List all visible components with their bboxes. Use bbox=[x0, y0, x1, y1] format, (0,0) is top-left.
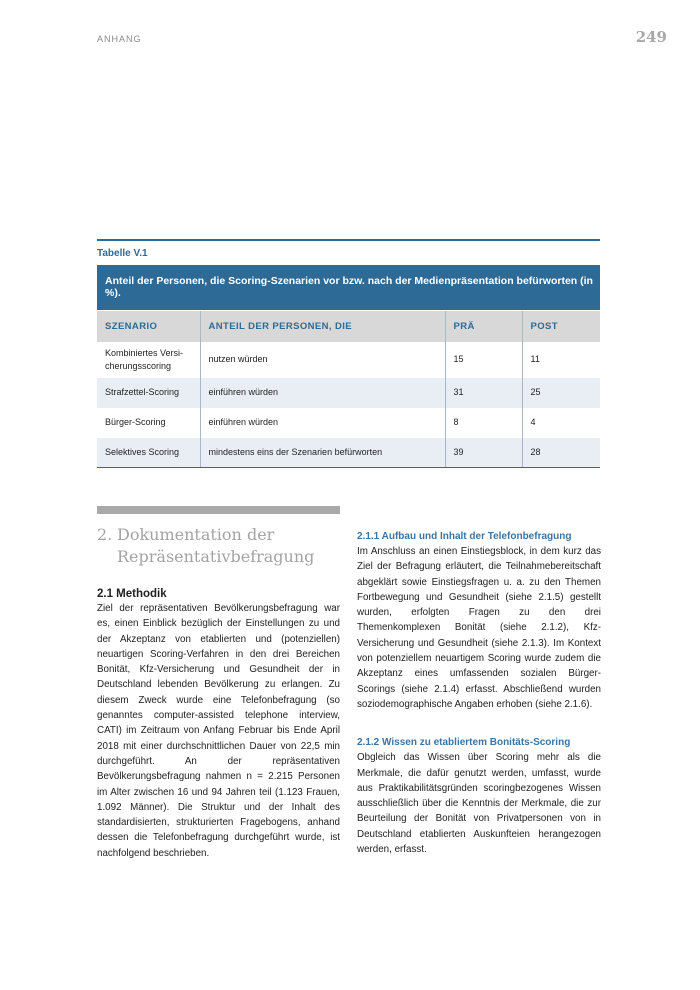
column-header-post: POST bbox=[522, 311, 600, 342]
section-title bbox=[97, 524, 340, 568]
cell-post: 4 bbox=[522, 408, 600, 438]
right-column bbox=[357, 530, 601, 857]
cell-scenario: Strafzettel-Scoring bbox=[97, 378, 200, 408]
cell-post: 28 bbox=[522, 438, 600, 468]
wissen-heading: 2.1.2 Wissen zu etabliertem Bonitäts-Scoring bbox=[357, 737, 571, 749]
cell-pre: 39 bbox=[445, 438, 522, 468]
table-caption bbox=[97, 265, 600, 310]
table-block bbox=[97, 239, 600, 468]
table-row bbox=[97, 408, 600, 438]
cell-post: 25 bbox=[522, 378, 600, 408]
section-number: 2. bbox=[97, 525, 113, 544]
cell-pre: 31 bbox=[445, 378, 522, 408]
cell-post: 11 bbox=[522, 342, 600, 378]
cell-scenario: Selektives Scoring bbox=[97, 438, 200, 468]
cell-pre: 8 bbox=[445, 408, 522, 438]
table-row bbox=[97, 378, 600, 408]
section-title-line2: Repräsentativbefragung bbox=[117, 547, 315, 566]
cell-share: nutzen würden bbox=[200, 342, 445, 378]
methodik-paragraph: Ziel der repräsentativen Bevölkerungsbefragung war es, einen Einblick bezüglich der Einstellungen zu und der Akzeptanz von etablierten und (potenziellen) neuartigen Scoring-Verfahren in den drei Bereichen Bonität, Kfz-Versicherung und Gesundheit der in Deutschland lebenden Bevölkerung zu erlangen. Zu diesem Zweck wurde eine Telefonbefragung (so genanntes computer-assisted telephone interview, CATI) im Zeitraum von Anfang Februar bis Ende April 2018 mit einer durchschnittlichen Dauer von 22,5 min durchgeführt. An der repräsentativen Bevölkerungsbefragung nahmen n = 2.215 Personen im Alter zwischen 16 und 94 Jahren teil (1.123 Frauen, 1.092 Männer). Die Struktur und der Inhalt des standardisierten, strukturierten Fragebogens, anhand dessen die Telefonbefragung durchgeführt wurde, ist nachfolgend beschrieben. bbox=[97, 603, 340, 859]
table-row bbox=[97, 438, 600, 468]
table-caption-text: Anteil der Personen, die Scoring-Szenarien vor bzw. nach der Medienpräsentation befürworten (in %). bbox=[105, 275, 593, 299]
cell-scenario: Kombiniertes Versi-cherungsscoring bbox=[105, 348, 184, 371]
table-label: Tabelle V.1 bbox=[97, 247, 148, 259]
aufbau-heading: 2.1.1 Aufbau und Inhalt der Telefonbefragung bbox=[357, 531, 572, 542]
cell-share: mindestens eins der Szenarien befürworten bbox=[200, 438, 445, 468]
left-column bbox=[97, 506, 340, 861]
section-title-line1: Dokumentation der bbox=[117, 525, 275, 544]
cell-scenario: Bürger-Scoring bbox=[105, 417, 166, 428]
table-row bbox=[97, 342, 600, 378]
scoring-table bbox=[97, 311, 600, 469]
column-header-scenario: SZENARIO bbox=[97, 311, 200, 342]
cell-share: einführen würden bbox=[200, 408, 445, 438]
cell-pre: 15 bbox=[445, 342, 522, 378]
methodik-heading: 2.1 Methodik bbox=[97, 588, 167, 600]
column-header-pre: PRÄ bbox=[445, 311, 522, 342]
table-header-row bbox=[97, 311, 600, 342]
column-header-share: ANTEIL DER PERSONEN, DIE bbox=[200, 311, 445, 342]
wissen-paragraph: Obgleich das Wissen über Scoring mehr als die Merkmale, die dafür genutzt werden, umfasst, wurde aus Praktikabilitätsgründen scoringbezogenes Wissen ausschließlich über die Kenntnis der Merkmale, die zur Beurteilung der Bonität von Privatpersonen von in Deutschland etablierten Auskunfteien herangezogen werden, erfasst. bbox=[357, 752, 601, 856]
cell-share: einführen würden bbox=[200, 378, 445, 408]
page-number: 249 bbox=[635, 28, 667, 46]
aufbau-paragraph: Im Anschluss an einen Einstiegsblock, in dem kurz das Ziel der Befragung erläutert, die Teilnahmebereitschaft abgeklärt sowie Einstiegsfragen u. a. zu den Themen Fortbewegung und Gesundheit (siehe 2.1.5) gestellt wurden, erfolgten Fragen zu den drei Themenkomplexen Bonität (siehe 2.1.2), Kfz-Versicherung und Gesundheit (siehe 2.1.3). Im Kontext von potenziellem neuartigem Scoring wurde zudem die Akzeptanz eines umfassenden sozialen Bürger-Scorings (siehe 2.1.4) erfasst. Abschließend wurden soziodemographische Angaben erhoben (siehe 2.1.6). bbox=[357, 546, 601, 710]
running-head: ANHANG bbox=[97, 34, 142, 44]
table-top-rule bbox=[97, 239, 600, 241]
section-bar bbox=[97, 506, 340, 514]
